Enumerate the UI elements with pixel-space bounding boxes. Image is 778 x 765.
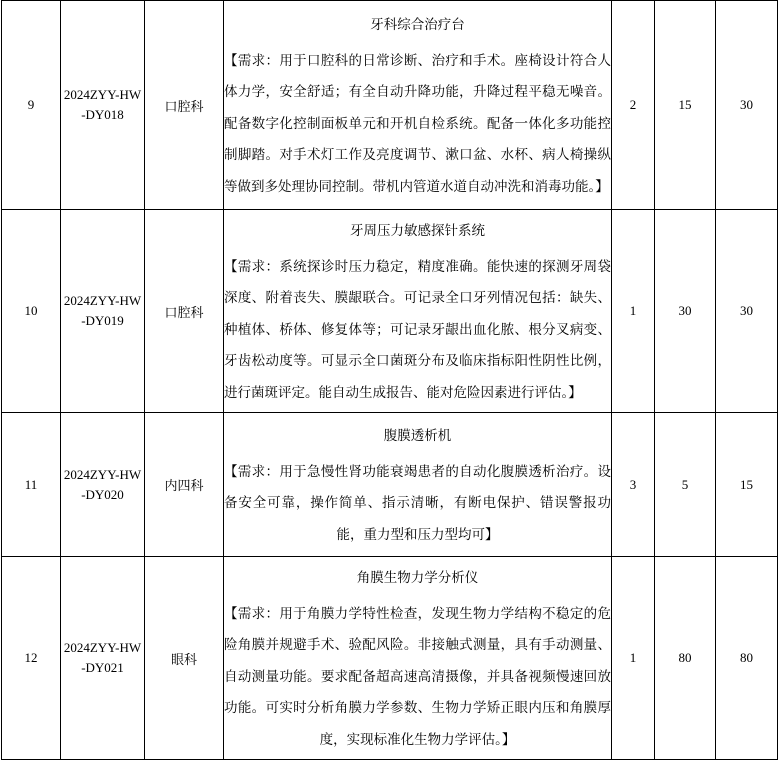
project-code-line1: 2024ZYY-HW	[63, 640, 142, 655]
department: 口腔科	[145, 210, 224, 413]
project-code-line2: -DY018	[81, 107, 124, 122]
total-price: 30	[716, 210, 778, 413]
row-index: 9	[2, 1, 61, 210]
table-row	[2, 210, 778, 413]
total-price: 30	[716, 1, 778, 210]
project-code-line2: -DY020	[81, 486, 124, 502]
project-code-line2: -DY019	[81, 313, 124, 328]
project-code-line2: -DY021	[81, 660, 124, 675]
row-index: 11	[2, 413, 61, 557]
unit-price: 15	[655, 1, 716, 210]
table-row	[2, 557, 778, 760]
quantity: 3	[612, 413, 655, 557]
equipment-name: 牙科综合治疗台	[370, 16, 465, 32]
row-index: 10	[2, 210, 61, 413]
equipment-requirement: 【需求：用于口腔科的日常诊断、治疗和手术。座椅设计符合人体力学，安全舒适；有全自动升降功能，升降过程平稳无噪音。配备数字化控制面板单元和开机自检系统。配备一体化多功能控制脚踏。对手术灯工作及亮度调节、漱口盆、水杯、病人椅操纵等做到多处理协同控制。带机内管道水道自动冲洗和消毒功能。】	[224, 52, 611, 194]
equipment-requirement: 【需求：用于角膜力学特性检查，发现生物力学结构不稳定的危险角膜并规避手术、验配风险。非接触式测量，具有手动测量、自动测量功能。要求配备超高速高清摄像，并具备视频慢速回放功能。可实时分析角膜力学参数、生物力学矫正眼内压和角膜厚度，实现标准化生物力学评估。】	[224, 605, 611, 747]
equipment-description	[224, 413, 612, 557]
equipment-description	[224, 210, 612, 413]
total-price: 80	[716, 557, 778, 760]
equipment-description	[224, 1, 612, 210]
project-code	[61, 557, 145, 760]
quantity: 1	[612, 557, 655, 760]
project-code-line1: 2024ZYY-HW	[63, 466, 142, 482]
unit-price: 30	[655, 210, 716, 413]
department: 内四科	[145, 413, 224, 557]
equipment-requirement: 【需求：用于急慢性肾功能衰竭患者的自动化腹膜透析治疗。设备安全可靠，操作简单、指示清晰，有断电保护、错误警报功能，重力型和压力型均可】	[224, 463, 611, 542]
table-row	[2, 413, 778, 557]
equipment-name: 腹膜透析机	[383, 427, 452, 443]
equipment-name: 牙周压力敏感探针系统	[350, 222, 485, 238]
equipment-requirement: 【需求：系统探诊时压力稳定，精度准确。能快速的探测牙周袋深度、附着丧失、膜龈联合。可记录全口牙列情况包括：缺失、种植体、桥体、修复体等；可记录牙龈出血化脓、根分叉病变、牙齿松动度等。可显示全口菌斑分布及临床指标阳性阴性比例，进行菌斑评定。能自动生成报告、能对危险因素进行评估。】	[224, 258, 611, 400]
equipment-description	[224, 557, 612, 760]
unit-price: 5	[655, 413, 716, 557]
unit-price: 80	[655, 557, 716, 760]
row-index: 12	[2, 557, 61, 760]
project-code	[61, 210, 145, 413]
project-code-line1: 2024ZYY-HW	[63, 87, 142, 102]
department: 口腔科	[145, 1, 224, 210]
quantity: 2	[612, 1, 655, 210]
procurement-table	[1, 0, 778, 760]
table-row	[2, 1, 778, 210]
quantity: 1	[612, 210, 655, 413]
project-code	[61, 413, 145, 557]
equipment-name: 角膜生物力学分析仪	[356, 569, 479, 585]
department: 眼科	[145, 557, 224, 760]
project-code	[61, 1, 145, 210]
total-price: 15	[716, 413, 778, 557]
project-code-line1: 2024ZYY-HW	[63, 293, 142, 308]
